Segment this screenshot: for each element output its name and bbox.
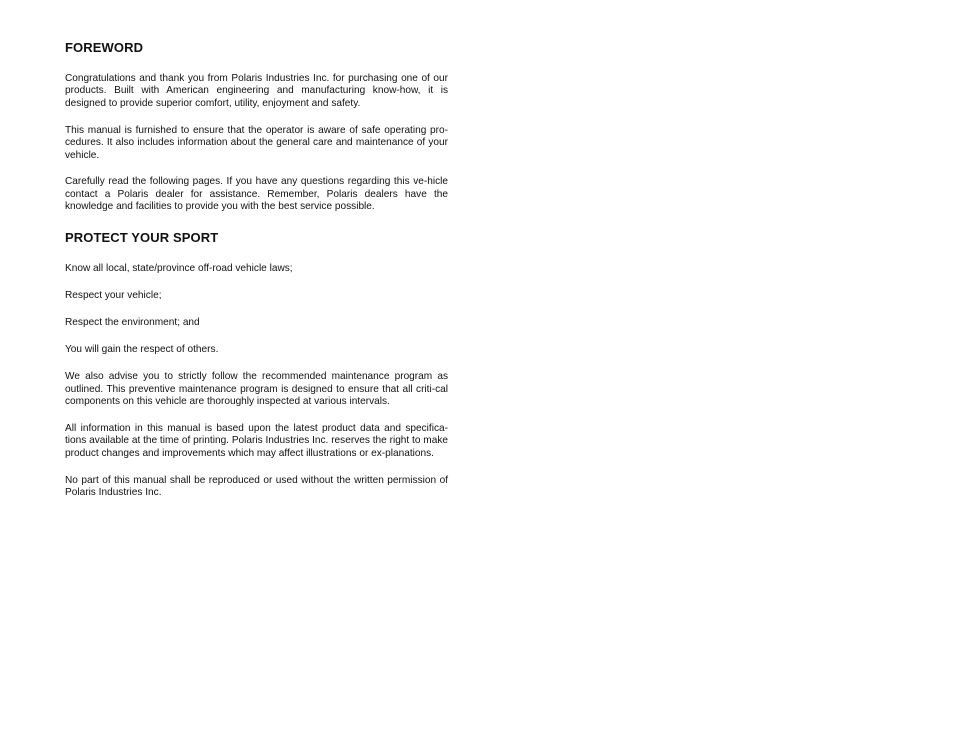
protect-paragraph-laws: Know all local, state/province off-road vehicle laws; bbox=[65, 263, 293, 275]
protect-paragraph-product-data: All information in this manual is based upon the latest product data and specifica-tions available at the time of printing. Polaris Industries Inc. reserves the right to make product changes and improvements which may affect illustrations or ex-planations. bbox=[65, 422, 448, 459]
protect-paragraph-maintenance: We also advise you to strictly follow the recommended maintenance program as outlined. This preventive maintenance program is designed to ensure that all criti-cal components on this vehicle are thoroughly inspected at various intervals. bbox=[65, 371, 448, 407]
foreword-paragraph-congratulations: Congratulations and thank you from Polaris Industries Inc. for purchasing one of our products. Built with American engineering and manufacturing know-how, it is designed to provide superior comfort, utility, enjoyment and safety. bbox=[65, 73, 448, 109]
foreword-heading: FOREWORD bbox=[65, 40, 144, 55]
foreword-paragraph-read-pages: Carefully read the following pages. If you have any questions regarding this ve-hicle contact a Polaris dealer for assistance. Remember, Polaris dealers have the knowledge and facilities to provide you with the best service possible. bbox=[65, 176, 448, 213]
foreword-section bbox=[65, 38, 448, 214]
protect-paragraph-respect-vehicle: Respect your vehicle; bbox=[65, 290, 162, 302]
protect-paragraph-copyright: No part of this manual shall be reproduced or used without the written permission of Polaris Industries Inc. bbox=[65, 474, 448, 499]
manual-page bbox=[65, 38, 448, 500]
protect-paragraph-respect-environment: Respect the environment; and bbox=[65, 317, 200, 329]
foreword-paragraph-manual-purpose: This manual is furnished to ensure that the operator is aware of safe operating pro-cedures. It also includes information about the general care and maintenance of your vehicle. bbox=[65, 124, 448, 161]
protect-your-sport-section bbox=[65, 228, 448, 499]
protect-your-sport-heading: PROTECT YOUR SPORT bbox=[65, 230, 219, 246]
protect-paragraph-respect-others: You will gain the respect of others. bbox=[65, 344, 219, 356]
